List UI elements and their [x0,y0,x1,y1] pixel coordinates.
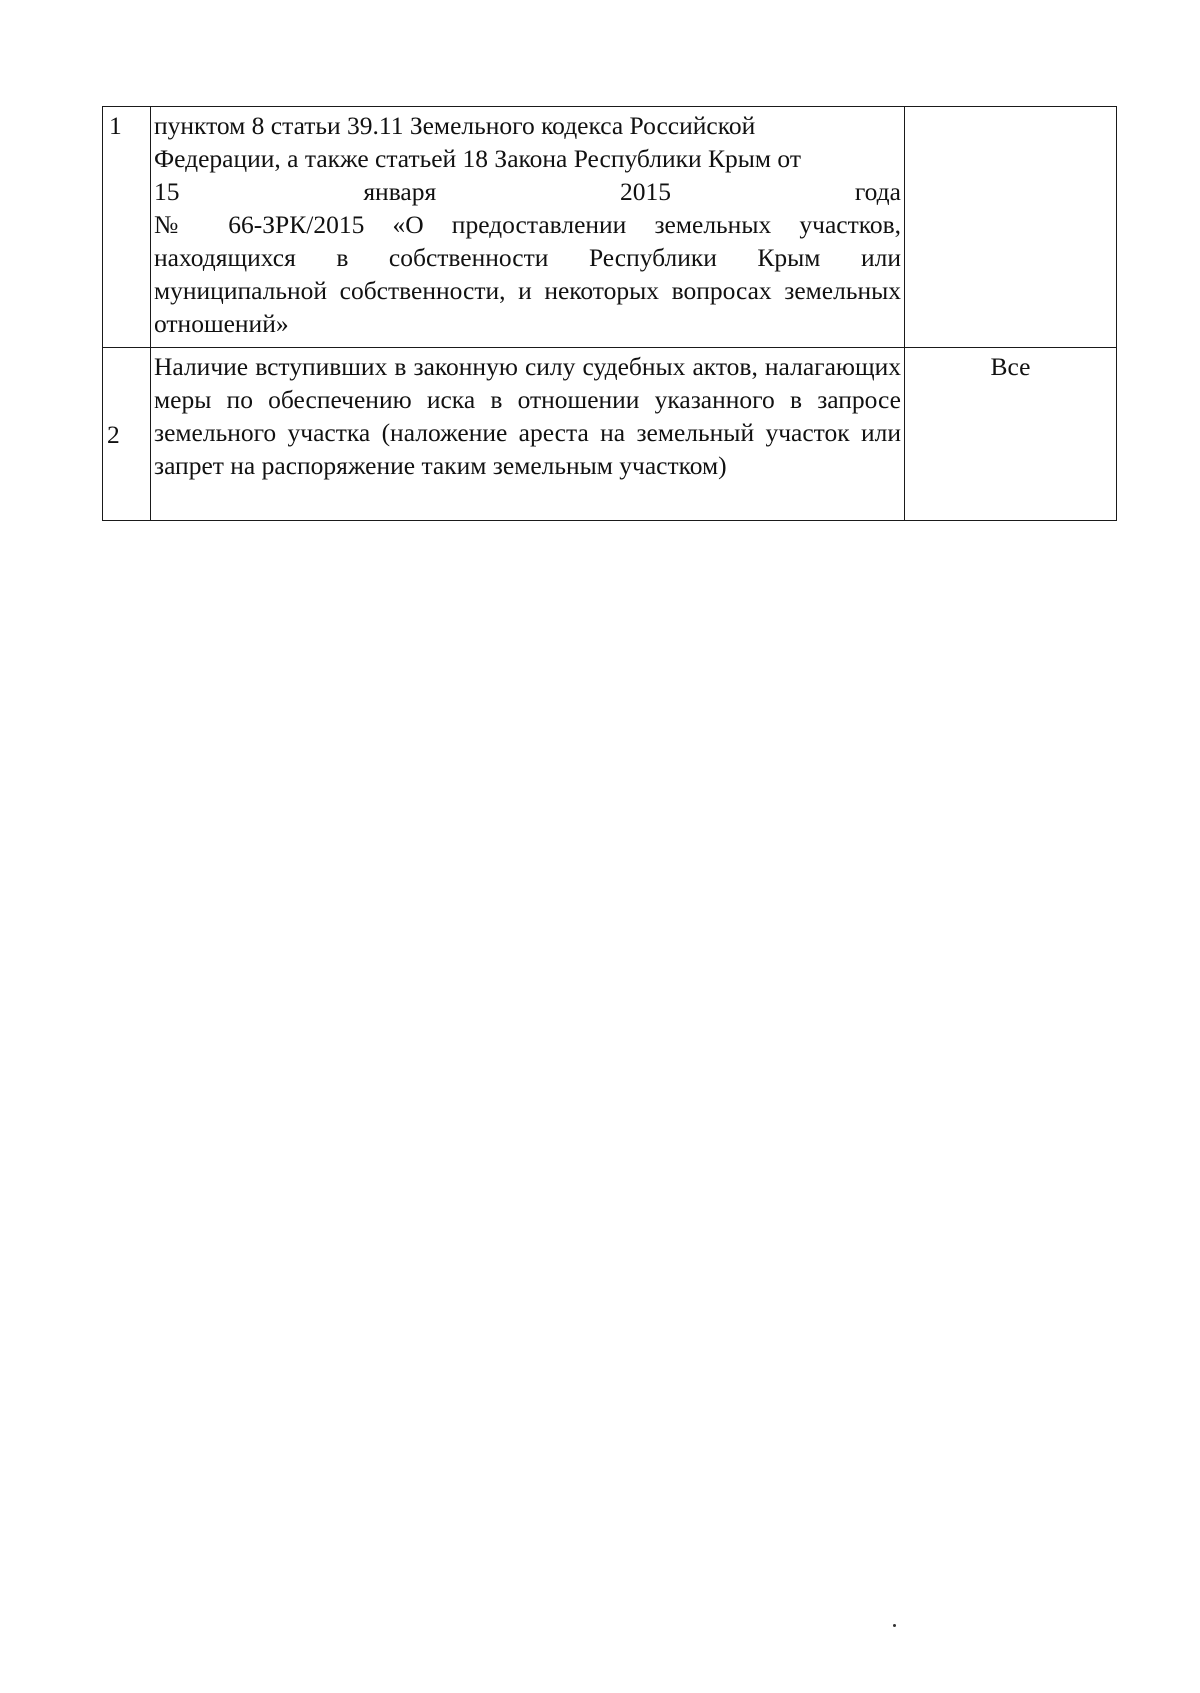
date-year: 2015 [620,177,672,206]
date-line [154,175,901,208]
date-suffix: года [854,177,901,206]
table-row [103,107,1117,348]
scan-speck [893,1624,896,1627]
text-rest: № 66-ЗРК/2015 «О предоставлении земельных участков, находящихся в собственности Республики Крым или муниципальной собственности, и некоторых вопросах земельных отношений» [154,210,901,338]
row-description: Наличие вступивших в законную силу судебных актов, налагающих меры по обеспечению иска в отношении указанного в запросе земельного участка (наложение ареста на земельный участок или запрет на распоряжение таким земельным участком) [151,348,905,521]
row-number: 2 [103,348,151,521]
text-line: пунктом 8 статьи 39.11 Земельного кодекса Российской [154,111,756,140]
date-month: января [363,177,437,206]
text-line: Федерации, а также статьей 18 Закона Республики Крым от [154,144,801,173]
row-value [905,107,1117,348]
row-number: 1 [103,107,151,348]
date-day: 15 [154,177,180,206]
row-value: Все [905,348,1117,521]
criteria-table [102,106,1117,521]
table-row [103,348,1117,521]
row-description [151,107,905,348]
